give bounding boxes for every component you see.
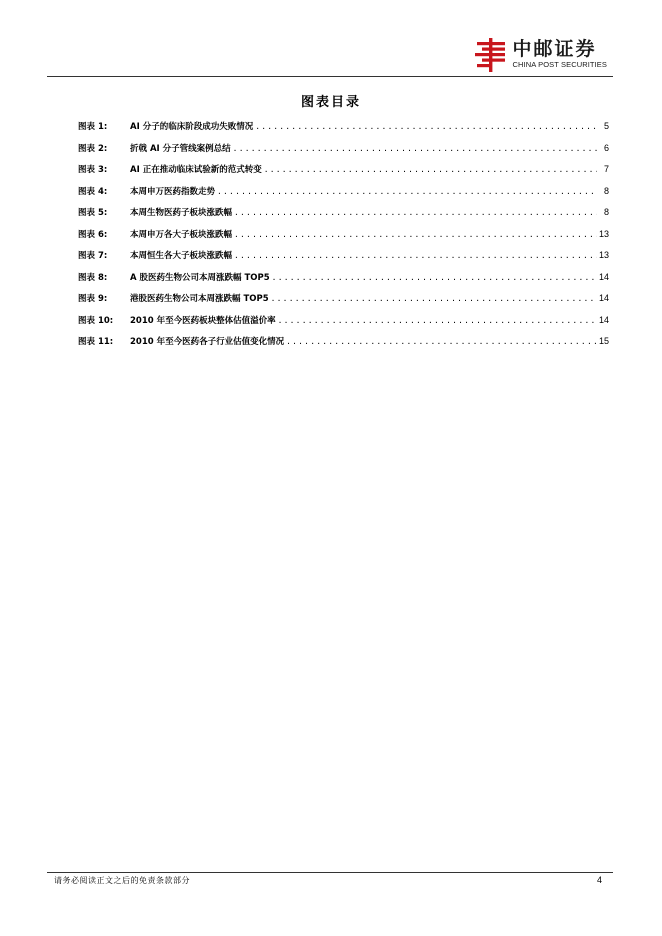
toc-entry[interactable] bbox=[78, 163, 609, 185]
toc-entry[interactable] bbox=[78, 271, 609, 293]
dot-leader bbox=[234, 230, 597, 239]
figure-number: 图表 2: bbox=[78, 143, 108, 154]
dot-leader bbox=[255, 122, 597, 131]
header-divider bbox=[47, 76, 613, 77]
figure-page: 8 bbox=[603, 185, 609, 196]
figure-page: 14 bbox=[598, 293, 609, 303]
figure-number: 图表 6: bbox=[78, 229, 108, 240]
figure-number: 图表 11: bbox=[78, 337, 114, 347]
logo-english-name: CHINA POST SECURITIES bbox=[512, 60, 607, 69]
figure-number: 图表 7: bbox=[78, 251, 108, 261]
toc-entry[interactable] bbox=[78, 249, 609, 271]
page-header bbox=[47, 30, 613, 77]
figure-page: 8 bbox=[603, 207, 609, 217]
footer-disclaimer: 请务必阅读正文之后的免责条款部分 bbox=[54, 876, 190, 885]
china-post-logo-icon bbox=[473, 38, 509, 72]
toc-entry[interactable] bbox=[78, 228, 609, 250]
company-logo bbox=[473, 38, 607, 74]
dot-leader bbox=[264, 165, 597, 174]
figure-title: 本周生物医药子板块涨跌幅 bbox=[130, 208, 233, 218]
toc-entry[interactable] bbox=[78, 120, 609, 142]
table-of-figures bbox=[78, 120, 609, 357]
dot-leader bbox=[278, 316, 597, 325]
toc-entry[interactable] bbox=[78, 206, 609, 228]
figure-title: 本周恒生各大子板块涨跌幅 bbox=[130, 251, 233, 261]
figure-page: 13 bbox=[598, 250, 609, 260]
toc-entry[interactable] bbox=[78, 314, 609, 336]
figure-page: 14 bbox=[598, 271, 609, 282]
figure-number: 图表 5: bbox=[78, 208, 108, 218]
figure-page: 5 bbox=[603, 121, 609, 131]
figure-title: 港股医药生物公司本周涨跌幅 TOP5 bbox=[130, 294, 269, 304]
figure-title: AI 分子的临床阶段成功失败情况 bbox=[130, 122, 254, 132]
toc-entry[interactable] bbox=[78, 142, 609, 164]
figure-title: 2010 年至今医药各子行业估值变化情况 bbox=[130, 337, 285, 347]
dot-leader bbox=[271, 294, 597, 303]
figure-title: A 股医药生物公司本周涨跌幅 TOP5 bbox=[130, 272, 270, 283]
figure-number: 图表 8: bbox=[78, 272, 108, 283]
dot-leader bbox=[286, 337, 597, 346]
toc-heading: 图表目录 bbox=[300, 95, 361, 110]
figure-page: 13 bbox=[598, 228, 609, 239]
logo-chinese-name: 中邮证券 bbox=[512, 38, 597, 60]
figure-page: 6 bbox=[603, 142, 609, 153]
figure-page: 7 bbox=[603, 164, 609, 174]
dot-leader bbox=[233, 144, 597, 153]
footer-page-number: 4 bbox=[596, 875, 602, 885]
toc-entry[interactable] bbox=[78, 335, 609, 357]
figure-title: 本周申万医药指数走势 bbox=[130, 186, 216, 197]
toc-entry[interactable] bbox=[78, 185, 609, 207]
figure-page: 14 bbox=[598, 314, 609, 325]
footer-divider bbox=[47, 872, 613, 873]
figure-number: 图表 9: bbox=[78, 294, 108, 304]
figure-page: 15 bbox=[598, 336, 609, 346]
figure-number: 图表 1: bbox=[78, 122, 108, 132]
figure-title: AI 正在推动临床试验新的范式转变 bbox=[130, 165, 262, 175]
figure-title: 折戟 AI 分子管线案例总结 bbox=[130, 143, 231, 154]
dot-leader bbox=[217, 187, 597, 196]
figure-number: 图表 4: bbox=[78, 186, 108, 197]
dot-leader bbox=[234, 251, 597, 260]
dot-leader bbox=[272, 273, 597, 282]
figure-number: 图表 10: bbox=[78, 315, 114, 326]
figure-title: 本周申万各大子板块涨跌幅 bbox=[130, 229, 233, 240]
toc-entry[interactable] bbox=[78, 292, 609, 314]
figure-title: 2010 年至今医药板块整体估值溢价率 bbox=[130, 315, 276, 326]
dot-leader bbox=[234, 208, 597, 217]
figure-number: 图表 3: bbox=[78, 165, 108, 175]
